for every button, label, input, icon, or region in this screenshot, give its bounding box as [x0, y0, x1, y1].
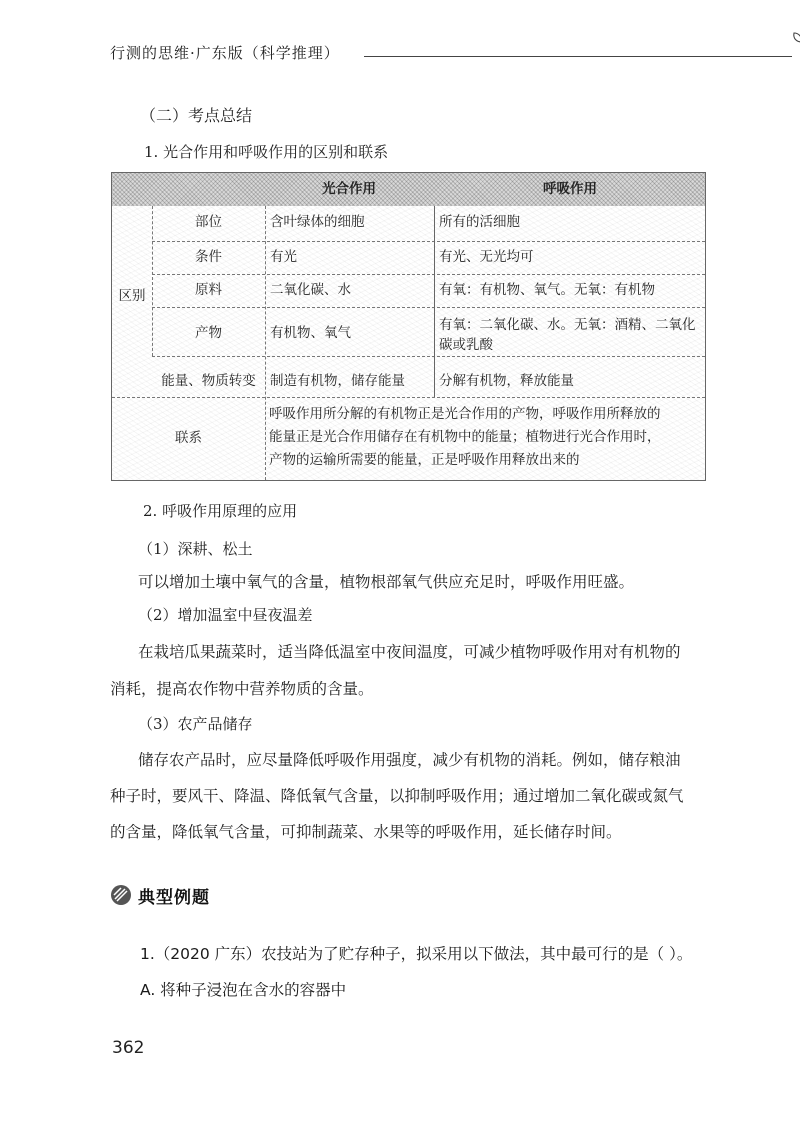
grid-line [434, 206, 435, 397]
comparison-table [111, 172, 706, 481]
app-item-3-line-2: 种子时，要风干、降温、降低氧气含量，以抑制呼吸作用；通过增加二氧化碳或氮气 [110, 787, 684, 805]
col-header-photosynthesis: 光合作用 [322, 181, 376, 197]
example-badge-icon [110, 884, 132, 906]
resp-condition: 有光、无光均可 [439, 249, 534, 265]
col-header-respiration: 呼吸作用 [543, 181, 597, 197]
row-label-location: 部位 [195, 214, 222, 230]
grid-line [112, 397, 705, 398]
question-1: 1.（2020 广东）农技站为了贮存种子，拟采用以下做法，其中最可行的是（ ）。 [140, 945, 693, 963]
app-item-2-line-1: 在栽培瓜果蔬菜时，适当降低温室中夜间温度，可减少植物呼吸作用对有机物的 [138, 643, 681, 661]
app-item-3-title: （3）农产品储存 [138, 715, 253, 733]
apps-title: 2. 呼吸作用原理的应用 [143, 502, 298, 520]
grid-line [152, 206, 153, 356]
subsection-heading: 1. 光合作用和呼吸作用的区别和联系 [144, 143, 389, 161]
photo-location: 含叶绿体的细胞 [270, 214, 365, 230]
resp-energy: 分解有机物，释放能量 [439, 373, 574, 389]
grid-line [152, 356, 705, 357]
page-number: 362 [112, 1038, 145, 1058]
row-label-product: 产物 [195, 325, 222, 341]
running-title: 行测的思维·广东版（科学推理） [110, 44, 340, 62]
example-title: 典型例题 [138, 888, 210, 908]
link-line-1: 呼吸作用所分解的有机物正是光合作用的产物，呼吸作用所释放的 [269, 406, 661, 422]
row-label-link: 联系 [175, 430, 202, 446]
row-label-energy: 能量、物质转变 [161, 373, 256, 389]
resp-material: 有氧：有机物、氧气。无氧：有机物 [439, 282, 655, 298]
photo-product: 有机物、氧气 [270, 325, 351, 341]
app-item-3-line-3: 的含量，降低氧气含量，可抑制蔬菜、水果等的呼吸作用，延长储存时间。 [110, 823, 622, 841]
app-item-2-title: （2）增加温室中昼夜温差 [138, 606, 313, 624]
header-rule [364, 56, 792, 57]
sprout-icon [790, 30, 800, 58]
photo-material: 二氧化碳、水 [270, 282, 351, 298]
group-label-difference: 区别 [118, 288, 146, 304]
grid-line [152, 274, 705, 275]
grid-line [152, 307, 705, 308]
grid-line [265, 206, 266, 480]
app-item-2-line-2: 消耗，提高农作物中营养物质的含量。 [110, 680, 374, 698]
app-item-1-title: （1）深耕、松土 [138, 540, 253, 558]
app-item-1-text: 可以增加土壤中氧气的含量，植物根部氧气供应充足时，呼吸作用旺盛。 [138, 573, 635, 591]
row-label-material: 原料 [195, 282, 222, 298]
section-heading: （二）考点总结 [140, 106, 253, 125]
photo-condition: 有光 [270, 249, 297, 265]
app-item-3-line-1: 储存农产品时，应尽量降低呼吸作用强度，减少有机物的消耗。例如，储存粮油 [138, 751, 681, 769]
running-header [110, 40, 710, 68]
resp-location: 所有的活细胞 [439, 214, 520, 230]
row-label-condition: 条件 [195, 249, 222, 265]
link-line-3: 产物的运输所需要的能量，正是呼吸作用释放出来的 [269, 452, 580, 468]
photo-energy: 制造有机物，储存能量 [270, 373, 405, 389]
resp-product: 有氧：二氧化碳、水。无氧：酒精、二氧化碳或乳酸 [439, 317, 696, 353]
question-1-option-a: A. 将种子浸泡在含水的容器中 [140, 981, 347, 999]
grid-line [152, 241, 705, 242]
link-line-2: 能量正是光合作用储存在有机物中的能量；植物进行光合作用时， [269, 429, 661, 445]
